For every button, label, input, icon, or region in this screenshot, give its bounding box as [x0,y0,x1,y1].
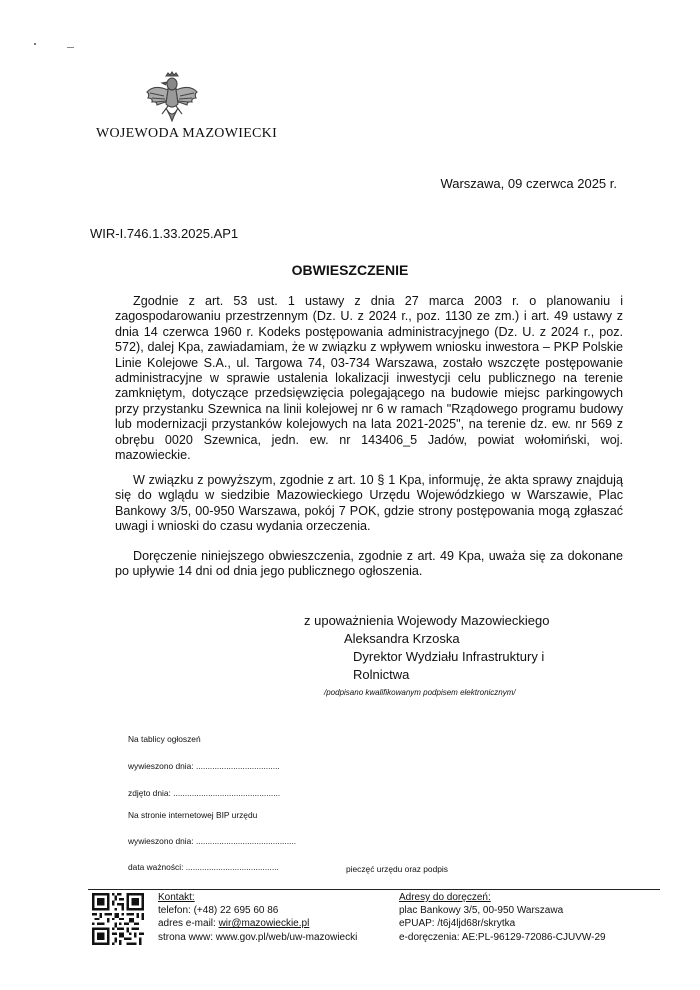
e-signature-note: /podpisano kwalifikowanym podpisem elektronicznym/ [324,688,516,697]
scan-speck [34,43,36,45]
stamp-signature-label: pieczęć urzędu oraz podpis [346,864,448,874]
notice-paragraph-1 [115,294,623,463]
footer-addresses [399,891,606,944]
polish-eagle-emblem-icon [144,70,200,122]
bip-label: Na stronie internetowej BIP urzędu [128,810,258,820]
notice-title: OBWIESZCZENIE [291,262,409,278]
posted-date-field: wywieszono dnia: .................................... [128,761,280,771]
footer-contact [158,891,357,944]
contact-email-line [158,917,357,930]
postal-address: plac Bankowy 3/5, 00-950 Warszawa [399,905,564,917]
email-link[interactable]: wir@mazowieckie.pl [218,918,310,930]
e-delivery-address: e-doręczenia: AE:PL-96129-72086-CJUVW-29 [399,931,606,943]
paragraph-3-text: Doręczenie niniejszego obwieszczenia, zgodnie z art. 49 Kpa, uważa się za dokonane po upływie 14 dni od dnia jego publicznego ogłoszenia. [115,549,623,579]
signature-authorization: z upoważnienia Wojewody Mazowieckiego [304,613,550,628]
footer-divider [88,889,660,890]
place-date: Warszawa, 09 czerwca 2025 r. [440,176,617,191]
removed-date-field: zdjęto dnia: .............................................. [128,788,281,798]
address-heading: Adresy do doręczeń: [399,892,491,903]
signatory-name: Aleksandra Krzoska [344,631,460,646]
qr-code-icon [92,893,144,945]
signatory-position: Dyrektor Wydziału Infrastruktury i [353,649,545,664]
contact-heading: Kontakt: [158,892,195,903]
contact-website: strona www: www.gov.pl/web/uw-mazowiecki [158,931,358,943]
notice-paragraph-3 [115,549,623,580]
paragraph-2-text: W związku z powyższym, zgodnie z art. 10 § 1 Kpa, informuję, że akta sprawy znajdują się do wglądu w siedzibie Mazowieckiego Urzędu Wojewódzkiego w Warszawie, Plac Bankowy 3/5, 00-950 Warszawa, pokój 7 POK, gdzie strony postępowania mogą zgłaszać uwagi i wnioski do czasu wydania orzeczenia. [115,473,623,534]
epuap-address: ePUAP: /t6j4ljd68r/skrytka [399,918,516,930]
scan-speck [67,47,74,48]
notice-paragraph-2 [115,473,623,535]
case-reference: WIR-I.746.1.33.2025.AP1 [90,226,239,241]
bip-posted-date-field: wywieszono dnia: ........................................... [128,836,297,846]
contact-phone: telefon: (+48) 22 695 60 86 [158,905,279,917]
signatory-position-cont: Rolnictwa [353,667,410,682]
validity-date-field: data ważności: ........................................ [128,862,279,872]
office-name: WOJEWODA MAZOWIECKI [96,126,278,141]
email-label: adres e-mail: [158,918,219,930]
paragraph-1-text: Zgodnie z art. 53 ust. 1 ustawy z dnia 27 marca 2003 r. o planowaniu i zagospodarowaniu przestrzennym (Dz. U. z 2024 r., poz. 1130 ze zm.) i art. 49 ustawy z dnia 14 czerwca 1960 r. Kodeks postępowania administracyjnego (Dz. U. z 2024 r., poz. 572), dalej Kpa, zawiadamiam, że w związku z wpływem wniosku inwestora – PKP Polskie Linie Kolejowe S.A., ul. Targowa 74, 03-734 Warszawa, zostało wszczęte postępowanie administracyjne w sprawie ustalenia lokalizacji inwestycji celu publicznego na terenie zamkniętym, dotyczące przedsięwzięcia polegającego na budowie miejsc parkingowych przy przystanku Szewnica na linii kolejowej nr 6 w ramach "Rządowego programu budowy lub modernizacji przystanków kolejowych na lata 2021-2025", na terenie dz. ew. nr 569 z obrębu 0020 Szewnica, jedn. ew. nr 143406_5 Jadów, powiat wołomiński, woj. mazowieckie. [115,294,623,463]
posting-board-label: Na tablicy ogłoszeń [128,734,201,744]
